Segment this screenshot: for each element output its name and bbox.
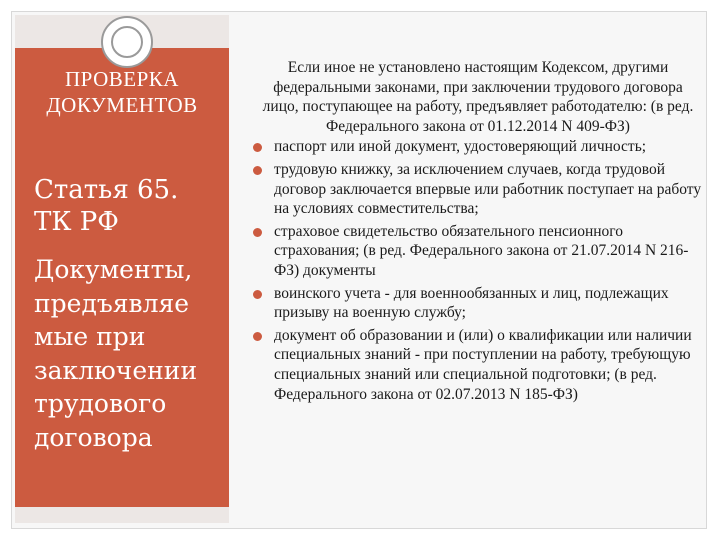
bullet-icon [253,143,262,152]
list-item-text: страховое свидетельство обязательного пенсионного страхования; (в ред. Федерального закона от 21.07.2014 N 216-ФЗ) документы [274,222,689,279]
list-item [240,284,702,323]
circle-ornament-inner [111,26,143,58]
circle-ornament-icon [101,16,153,68]
sidebar-desc-line: заключении [34,355,198,385]
list-item-text: документ об образовании и (или) о квалификации или наличии специальных знаний - при поступлении на работу, требующую специальных знаний или специальной подготовки; (в ред. Федерального закона от 02.07.2013 N 185-ФЗ) [274,326,692,403]
sidebar-title-line: ПРОВЕРКА [65,67,179,91]
list-item-text: трудовую книжку, за исключением случаев, когда трудовой договор заключается впервые или работник поступает на работу на условиях совместительства; [274,160,702,218]
list-item-text: паспорт или иной документ, удостоверяющий личность; [274,138,647,156]
list-item [240,160,702,219]
main-content [240,58,702,407]
sidebar-desc-line: предъявляе [34,288,190,318]
sidebar-article-line: ТК РФ [34,207,119,237]
sidebar-desc-line: трудового [34,389,167,418]
list-item [240,326,702,404]
bullet-icon [253,290,262,299]
document-list [240,137,702,404]
intro-paragraph: Если иное не установлено настоящим Кодексом, другими федеральными законами, при заключении трудового договора лицо, поступающее на работу, предъявляет работодателю: (в ред. Федерального закона от 01.12.2014 N 409-ФЗ) [262,59,694,135]
sidebar-title [20,66,224,118]
bullet-icon [253,332,262,341]
sidebar-article [34,174,224,238]
sidebar-desc-line: Документы, [34,255,193,284]
list-item-text: воинского учета - для военнообязанных и лиц, подлежащих призыву на военную службу; [274,284,669,322]
sidebar-article-line: Статья 65. [34,175,179,205]
sidebar-bottom-strip [15,507,229,523]
list-item [240,222,702,281]
list-item [240,137,702,157]
bullet-icon [253,166,262,175]
sidebar-desc-line: мые при [34,322,146,351]
sidebar-title-line: ДОКУМЕНТОВ [46,93,198,117]
bullet-icon [253,228,262,237]
sidebar-description [34,253,228,454]
sidebar-desc-line: договора [34,422,153,452]
